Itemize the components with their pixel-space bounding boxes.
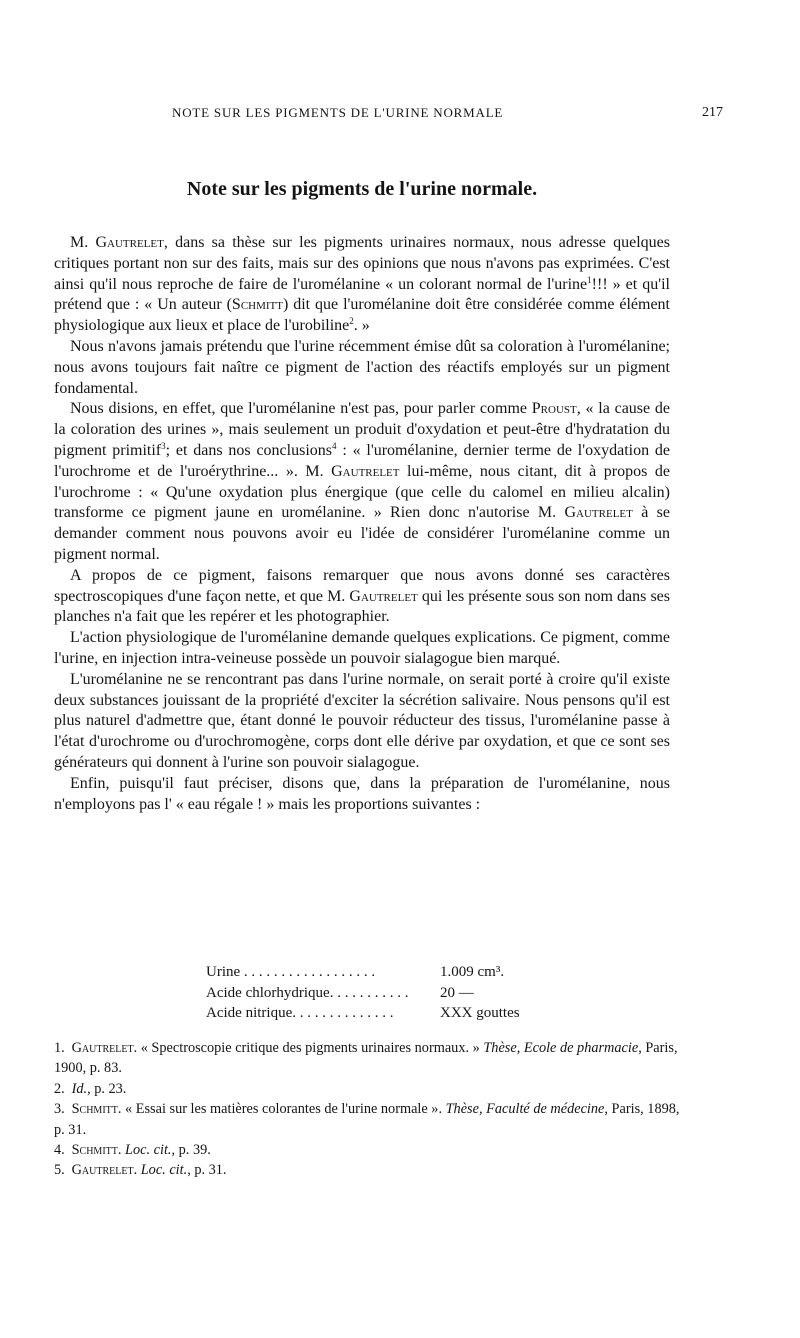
- paragraph: L'uromélanine ne se rencontrant pas dans l'urine normale, on serait porté à croire qu'il existe deux substances jouissant de la propriété d'exciter la sécrétion salivaire. Nous pensons qu'il est plus naturel d'admettre que, étant donné le pouvoir réducteur des tissus, l'uromélanine passe à l'état d'urochrome ou d'urochromogène, corps dont elle dérive par oxydation, et que ce sont ses générateurs qui donnent à l'urine son pouvoir sialagogue.: [54, 670, 670, 771]
- author-name: Proust: [531, 400, 577, 418]
- author-name: Schmitt: [231, 296, 283, 314]
- paragraph: A propos de ce pigment, faisons remarquer que nous avons donné ses caractères spectroscopiques d'une façon nette, et que M. Gautrelet qui les présente sous son nom dans ses planches n'a fait que les repérer et les photographier.: [54, 566, 670, 626]
- footnote: 3. Schmitt. « Essai sur les matières colorantes de l'urine normale ». Thèse, Faculté de médecine, Paris, 1898, p. 31.: [54, 1101, 680, 1138]
- article-body: [54, 233, 670, 815]
- paragraph: Nous n'avons jamais prétendu que l'urine récemment émise dût sa coloration à l'uromélanine; nous avons toujours fait naître ce pigment de l'action des réactifs employés sur un pigment fondamental.: [54, 337, 670, 397]
- footnote: 2. Id., p. 23.: [54, 1079, 680, 1099]
- footnote: 1. Gautrelet. « Spectroscopie critique des pigments urinaires normaux. » Thèse, Ecole de pharmacie, Paris, 1900, p. 83.: [54, 1040, 678, 1077]
- footnotes: [54, 1038, 680, 1181]
- running-head: NOTE SUR LES PIGMENTS DE L'URINE NORMALE: [172, 105, 504, 120]
- page-number: 217: [702, 105, 723, 120]
- author-name: Gautrelet: [95, 234, 164, 251]
- paragraph: L'action physiologique de l'uromélanine demande quelques explications. Ce pigment, comme l'urine, en injection intra-veineuse possède un pouvoir sialagogue bien marqué.: [54, 629, 670, 667]
- footnote-number: 1.: [54, 1040, 65, 1056]
- footnote: 4. Schmitt. Loc. cit., p. 39.: [54, 1140, 680, 1160]
- footnote-number: 4.: [54, 1142, 65, 1159]
- footnote-ref: 4: [332, 440, 337, 451]
- footnote-number: 2.: [54, 1080, 65, 1097]
- author-name: Schmitt: [71, 1142, 118, 1159]
- footnote-number: 5.: [54, 1162, 65, 1179]
- ingredient-quantity: 1.009 cm³.: [440, 964, 505, 980]
- author-name: Gautrelet: [71, 1162, 134, 1179]
- ingredient-quantity: 20 —: [440, 984, 474, 1001]
- ingredient-name: Acide chlorhydrique. . . . . . . . . . .: [206, 984, 409, 1001]
- author-name: Gautrelet: [349, 587, 418, 605]
- footnote-ref: 2: [349, 316, 354, 327]
- paragraph: Enfin, puisqu'il faut préciser, disons que, dans la préparation de l'uromélanine, nous n'employons pas l' « eau régale ! » mais les proportions suivantes :: [54, 774, 670, 813]
- ingredient-name: Urine . . . . . . . . . . . . . . . . . .: [206, 964, 376, 980]
- paragraph: Nous disions, en effet, que l'uromélanine n'est pas, pour parler comme Proust, « la cause de la coloration des urines », mais seulement un produit d'oxydation et peut-être d'hydratation du pigment primitif$^3$; et dans nos conclusions$^4$ : « l'uromélanine, dernier terme de l'oxydation de l'urochrome et de l'uroérythrine... ». M. Gautrelet lui-même, nous citant, dit à propos de l'urochrome : « Qu'une oxydation plus énergique (que celle du calomel en milieu alcalin) transforme ce pigment jaune en uromélanine. » Rien donc n'autorise M. Gautrelet à se demander comment nous pouvons avoir eu l'idée de considérer l'uromélanine comme un pigment normal.: [54, 400, 671, 563]
- footnote-number: 3.: [54, 1101, 65, 1118]
- author-name: Schmitt: [71, 1101, 118, 1118]
- author-name: Gautrelet: [331, 462, 400, 480]
- article-title: Note sur les pigments de l'urine normale.: [186, 178, 538, 200]
- recipe-row: [206, 962, 566, 983]
- footnote-ref: 3: [161, 440, 166, 451]
- recipe-row: [206, 1003, 566, 1024]
- ingredient-name: Acide nitrique. . . . . . . . . . . . . .: [206, 1005, 394, 1021]
- paragraph: M. Gautrelet, dans sa thèse sur les pigments urinaires normaux, nous adresse quelques critiques portant non sur des faits, mais sur des opinions que nous n'avons pas exprimées. C'est ainsi qu'il nous reproche de faire de l'uromélanine « un colorant normal de l'urine$^1$!!! » et qu'il prétend que : « Un auteur (Schmitt) dit que l'uromélanine doit être considérée comme élément physiologique aux lieux et place de l'urobiline$^2$. »: [54, 234, 671, 335]
- ingredient-quantity: XXX gouttes: [440, 1005, 520, 1021]
- recipe-table: [206, 962, 566, 1024]
- footnote-ref: 1: [587, 274, 592, 285]
- recipe-row: [206, 983, 566, 1004]
- author-name: Gautrelet: [564, 504, 633, 522]
- author-name: Gautrelet: [71, 1040, 134, 1056]
- footnote: 5. Gautrelet. Loc. cit., p. 31.: [54, 1160, 680, 1180]
